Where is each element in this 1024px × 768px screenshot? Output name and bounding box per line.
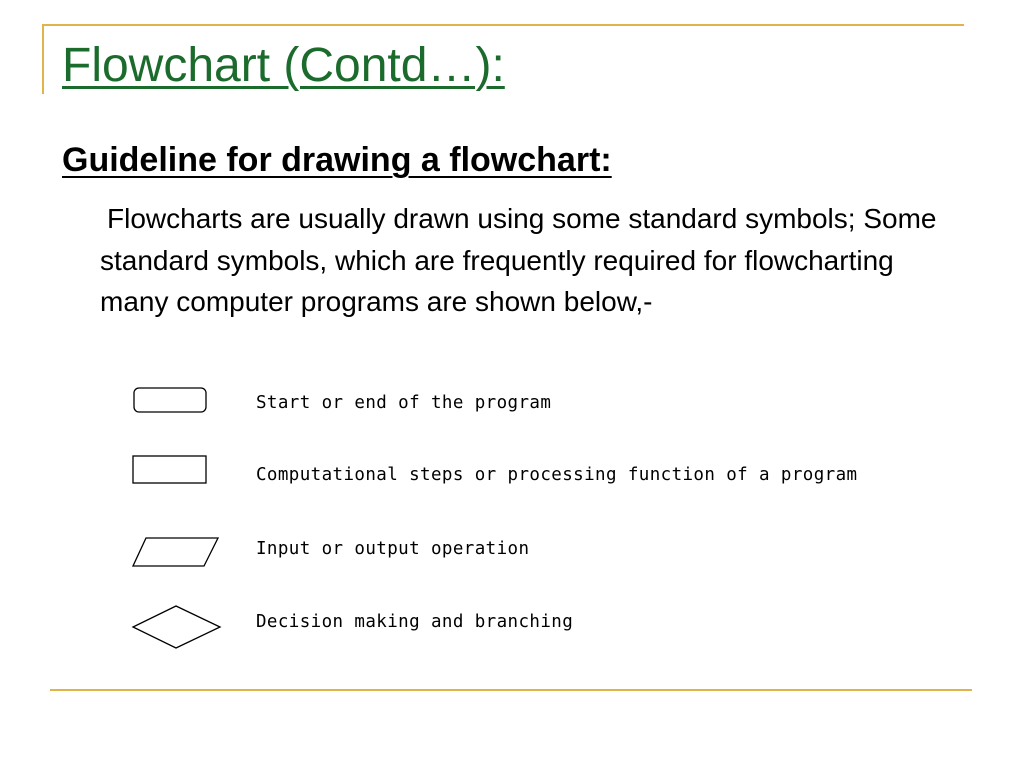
- symbol-label-process: Computational steps or processing function of a program: [256, 465, 858, 485]
- symbol-label-decision: Decision making and branching: [256, 612, 574, 632]
- left-frame-line: [42, 24, 44, 94]
- bottom-frame-line: [50, 689, 972, 691]
- symbol-label-start-end: Start or end of the program: [256, 393, 552, 413]
- parallelogram-symbol: [133, 538, 218, 566]
- slide-subtitle: Guideline for drawing a flowchart:: [62, 141, 612, 179]
- rectangle-symbol: [133, 456, 206, 483]
- symbol-label-input-output: Input or output operation: [256, 539, 530, 559]
- slide-title: Flowchart (Contd…):: [62, 39, 505, 92]
- top-frame-line: [42, 24, 964, 26]
- body-paragraph: Flowcharts are usually drawn using some standard symbols; Some standard symbols, which are frequently required for flowcharting many computer programs are shown below,-: [100, 203, 937, 317]
- rounded-rectangle-symbol: [134, 388, 206, 412]
- diamond-symbol: [133, 606, 220, 648]
